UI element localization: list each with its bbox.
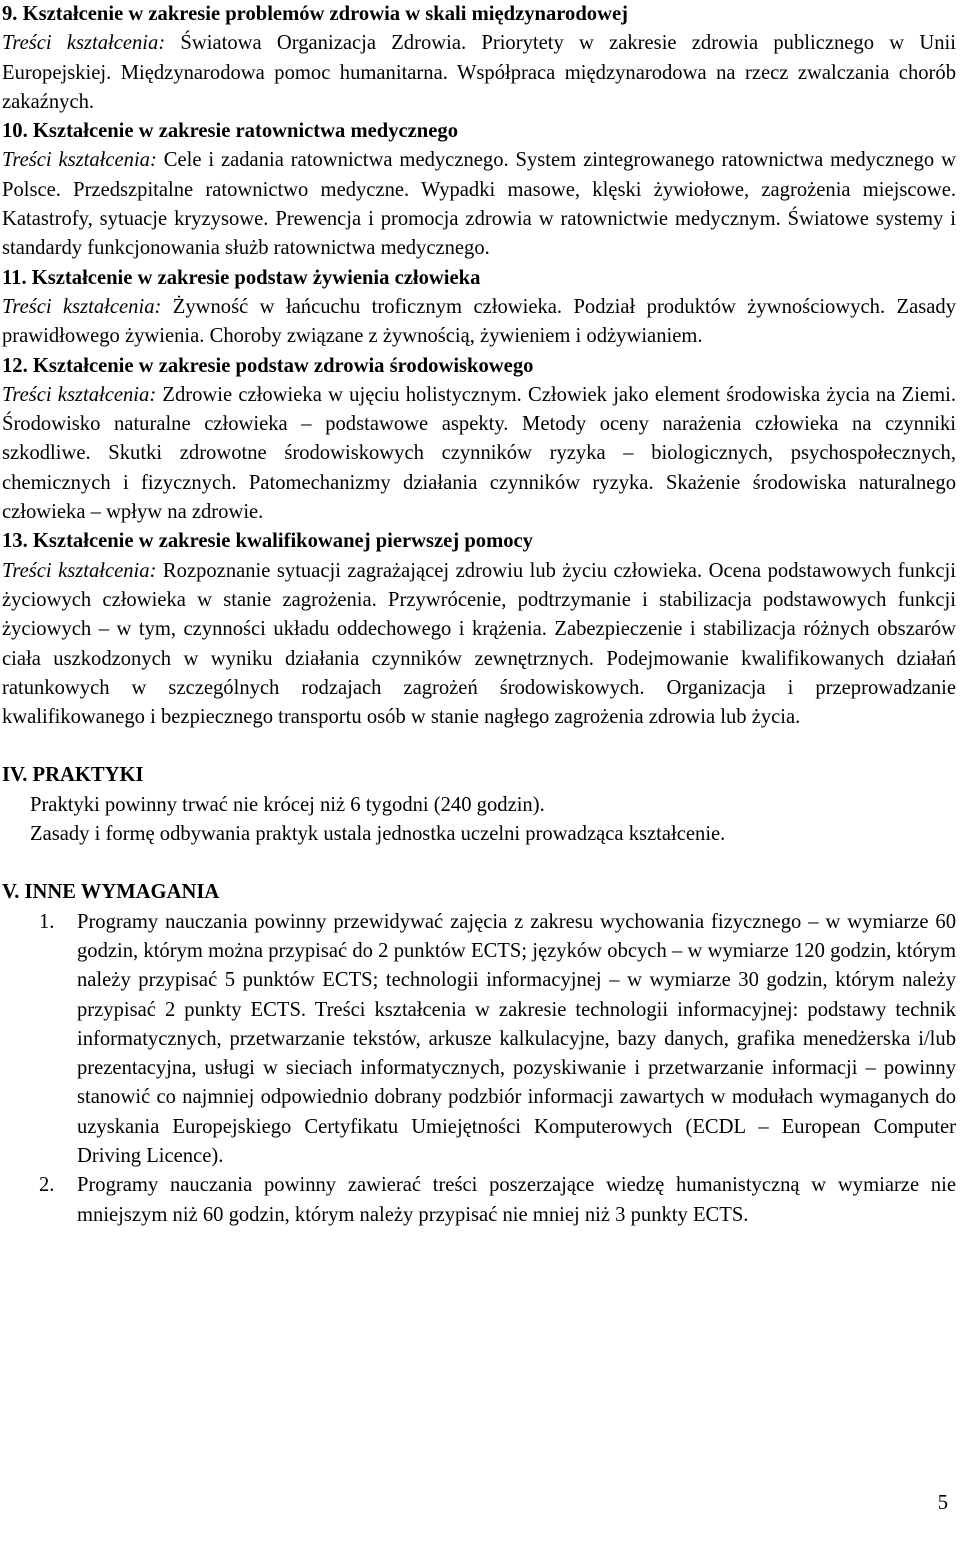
document-body — [2, 0, 956, 1230]
content-label: Treści kształcenia: — [2, 149, 157, 172]
section-heading: 10. Kształcenie w zakresie ratownictwa medycznego — [2, 120, 458, 143]
requirement-text: Programy nauczania powinny przewidywać zajęcia z zakresu wychowania fizycznego – w wymiarze 60 godzin, którym można przypisać do 2 punktów ECTS; języków obcych – w wymiarze 120 godzin, którym należy przypisać 5 punktów ECTS; technologii informacyjnej – w wymiarze 30 godzin, którym należy przypisać 2 punkty ECTS. Treści kształcenia w zakresie technologii informacyjnej: podstawy technik informatycznych, przetwarzanie tekstów, arkusze kalkulacyjne, bazy danych, grafika menedżerska i/lub prezentacyjna, usługi w sieciach informatycznych, pozyskiwanie i przetwarzanie informacji – powinny stanowić co najmniej odpowiednio dobrany podzbiór informacji zawartych w modułach wymaganych do uzyskania Europejskiego Certyfikatu Umiejętności Komputerowych (ECDL – European Computer Driving Licence). — [77, 910, 956, 1167]
part-title-practice: IV. PRAKTYKI — [2, 764, 144, 787]
section-9 — [2, 0, 956, 117]
requirement-item — [2, 1171, 956, 1230]
section-text: Żywność w łańcuchu troficznym człowieka. Podział produktów żywnościowych. Zasady prawidłowego żywienia. Choroby związane z żywnością, żywieniem i odżywianiem. — [2, 295, 956, 348]
spacer — [2, 732, 956, 761]
section-heading: 9. Kształcenie w zakresie problemów zdrowia w skali międzynarodowej — [2, 3, 628, 25]
page-number: 5 — [937, 1492, 948, 1514]
section-12 — [2, 352, 956, 528]
section-heading: 11. Kształcenie w zakresie podstaw żywienia człowieka — [2, 266, 481, 289]
requirement-item — [2, 908, 956, 1172]
requirement-number: 2. — [39, 1174, 55, 1197]
section-heading: 12. Kształcenie w zakresie podstaw zdrowia środowiskowego — [2, 354, 534, 377]
content-label: Treści kształcenia: — [2, 295, 162, 318]
content-label: Treści kształcenia: — [2, 383, 157, 406]
section-text: Zdrowie człowieka w ujęciu holistycznym. Człowiek jako element środowiska życia na Ziemi. Środowisko naturalne człowieka – podstawowe aspekty. Metody oceny narażenia człowieka na czynniki szkodliwe. Skutki zdrowotne środowiskowych czynników ryzyka – biologicznych, psychospołecznych, chemicznych i fizycznych. Patomechanizmy działania czynników ryzyka. Skażenie środowiska naturalnego człowieka – wpływ na zdrowie. — [2, 383, 956, 524]
section-heading: 13. Kształcenie w zakresie kwalifikowanej pierwszej pomocy — [2, 530, 533, 553]
spacer — [2, 849, 956, 878]
section-13 — [2, 527, 956, 732]
practice-section — [2, 761, 956, 849]
section-text: Rozpoznanie sytuacji zagrażającej zdrowiu lub życiu człowieka. Ocena podstawowych funkcji życiowych człowieka w stanie zagrożenia. Przywrócenie, podtrzymanie i stabilizacja podstawowych funkcji życiowych – w tym, czynności układu oddechowego i krążenia. Zabezpieczenie i stabilizacja różnych obszarów ciała uszkodzonych w wyniku działania czynników zewnętrznych. Podejmowanie kwalifikowanych działań ratunkowych w szczególnych rodzajach zagrożeń środowiskowych. Organizacja i przeprowadzanie kwalifikowanego i bezpiecznego transportu osób w stanie nagłego zagrożenia zdrowia lub życia. — [2, 559, 956, 729]
requirement-number: 1. — [39, 910, 55, 933]
requirement-text: Programy nauczania powinny zawierać treści poszerzające wiedzę humanistyczną w wymiarze nie mniejszym niż 60 godzin, którym należy przypisać nie mniej niż 3 punkty ECTS. — [77, 1174, 956, 1226]
other-requirements-section — [2, 878, 956, 1230]
part-title-other: V. INNE WYMAGANIA — [2, 881, 220, 904]
content-label: Treści kształcenia: — [2, 32, 166, 55]
content-label: Treści kształcenia: — [2, 559, 157, 582]
practice-line: Praktyki powinny trwać nie krócej niż 6 tygodni (240 godzin). — [30, 793, 545, 816]
section-text: Światowa Organizacja Zdrowia. Priorytety w zakresie zdrowia publicznego w Unii Europejskiej. Międzynarodowa pomoc humanitarna. Współpraca międzynarodowa na rzecz zwalczania chorób zakaźnych. — [2, 32, 956, 113]
practice-line: Zasady i formę odbywania praktyk ustala jednostka uczelni prowadząca kształcenie. — [30, 823, 726, 846]
section-text: Cele i zadania ratownictwa medycznego. System zintegrowanego ratownictwa medycznego w Polsce. Przedszpitalne ratownictwo medyczne. Wypadki masowe, klęski żywiołowe, zagrożenia miejscowe. Katastrofy, sytuacje kryzysowe. Prewencja i promocja zdrowia w ratownictwie medycznym. Światowe systemy i standardy funkcjonowania służb ratownictwa medycznego. — [2, 149, 956, 260]
section-10 — [2, 117, 956, 263]
section-11 — [2, 264, 956, 352]
